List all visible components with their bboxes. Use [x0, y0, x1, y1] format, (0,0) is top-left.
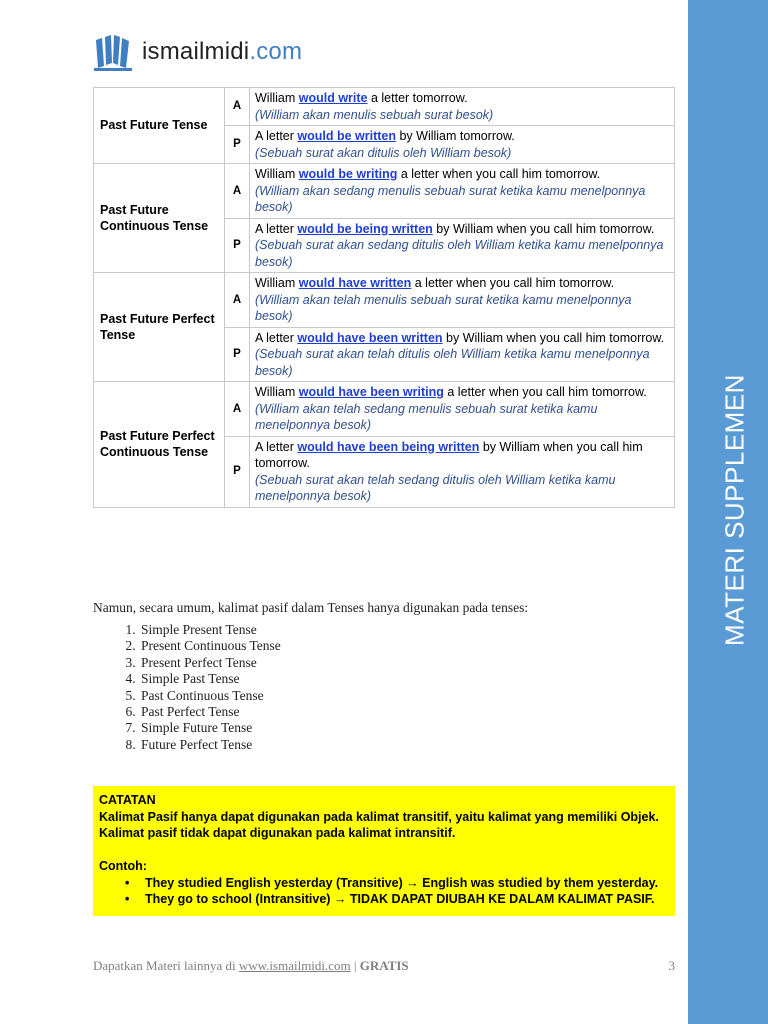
- example-text: ) → English was studied by them yesterday.: [398, 875, 659, 890]
- sentence-post: by William when you call him tomorrow.: [442, 330, 665, 345]
- sentence-post: a letter when you call him tomorrow.: [411, 276, 615, 290]
- sentence-pre: A letter: [255, 439, 298, 454]
- page-footer: [93, 958, 675, 974]
- table-row: [94, 164, 675, 219]
- translation: (Sebuah surat akan telah sedang ditulis oleh William ketika kamu menelponnya besok): [255, 472, 616, 503]
- verb-phrase: would be being written: [297, 221, 433, 236]
- example-item: [145, 875, 669, 892]
- tense-name: Past Future Tense: [94, 88, 225, 164]
- verb-phrase: would have written: [298, 276, 412, 290]
- translation: (William akan telah sedang menulis sebuah surat ketika kamu menelponnya besok): [255, 401, 598, 432]
- sentence-pre: William: [255, 385, 299, 399]
- verb-phrase: would be written: [297, 129, 396, 143]
- example-text: ) → TIDAK DAPAT DIUBAH KE DALAM KALIMAT PASIF.: [326, 892, 655, 906]
- note-line: Kalimat pasif tidak dapat digunakan pada kalimat intransitif.: [99, 826, 456, 840]
- sentence-pre: William: [255, 167, 299, 181]
- sentence-pre: William: [255, 276, 299, 290]
- page-number: 3: [668, 958, 675, 973]
- voice-type: A: [225, 164, 250, 219]
- example-cell: [250, 218, 675, 273]
- list-item: 2. Present Continuous Tense: [139, 638, 281, 654]
- site-logo[interactable]: [92, 32, 302, 72]
- example-label: Contoh:: [99, 859, 147, 873]
- sentence-pre: A letter: [255, 221, 298, 236]
- example-text: They studied English yesterday (: [145, 875, 341, 890]
- sentence-post: by William when you call him tomorrow.: [255, 439, 643, 470]
- table-row: [94, 273, 675, 328]
- book-logo-icon: [92, 32, 134, 72]
- tense-name: Past Future Perfect Continuous Tense: [94, 382, 225, 508]
- footer-text: Dapatkan Materi lainnya di: [93, 958, 239, 973]
- example-cell: [250, 273, 675, 328]
- passive-tense-list: [93, 622, 281, 753]
- example-text: They go to school (: [145, 892, 260, 906]
- verb-phrase: would have been written: [297, 330, 443, 345]
- sentence-pre: William: [255, 91, 299, 105]
- note-line: Kalimat Pasif hanya dapat digunakan pada kalimat transitif, yaitu kalimat yang memiliki Objek.: [99, 809, 659, 824]
- list-item: 5. Past Continuous Tense: [139, 688, 281, 704]
- example-cell: [250, 126, 675, 164]
- logo-name: ismailmidi: [142, 38, 250, 65]
- sentence-post: by William when you call him tomorrow.: [432, 221, 655, 236]
- table-row: [94, 88, 675, 126]
- voice-type: A: [225, 382, 250, 437]
- example-cell: [250, 88, 675, 126]
- note-spacer: [99, 842, 669, 859]
- example-type: Intransitive: [259, 892, 327, 906]
- verb-phrase: would write: [298, 91, 368, 105]
- voice-type: P: [225, 436, 250, 507]
- sentence-pre: A letter: [255, 330, 298, 345]
- example-list: [99, 875, 669, 908]
- list-item: 8. Future Perfect Tense: [139, 737, 281, 753]
- tense-name: Past Future Perfect Tense: [94, 273, 225, 382]
- sidebar-label: MATERI SUPPLEMEN: [719, 374, 750, 646]
- translation: (Sebuah surat akan telah ditulis oleh William ketika kamu menelponnya besok): [255, 347, 650, 378]
- sentence-post: a letter tomorrow.: [367, 91, 468, 105]
- translation: (William akan sedang menulis sebuah surat ketika kamu menelponnya besok): [255, 183, 646, 214]
- note-title: CATATAN: [99, 793, 156, 807]
- verb-phrase: would have been writing: [298, 385, 444, 399]
- list-item: 4. Simple Past Tense: [139, 671, 281, 687]
- footer-link[interactable]: www.ismailmidi.com: [238, 958, 351, 973]
- footer-separator: |: [350, 958, 360, 973]
- translation: (William akan telah menulis sebuah surat ketika kamu menelponnya besok): [255, 292, 632, 323]
- note-box: [93, 786, 675, 916]
- list-item: 3. Present Perfect Tense: [139, 655, 281, 671]
- verb-phrase: would be writing: [298, 167, 398, 181]
- translation: (William akan menulis sebuah surat besok): [255, 107, 494, 122]
- voice-type: A: [225, 88, 250, 126]
- list-item: 6. Past Perfect Tense: [139, 704, 281, 720]
- list-item: 7. Simple Future Tense: [139, 720, 281, 736]
- verb-phrase: would have been being written: [297, 439, 480, 454]
- logo-domain: .com: [249, 38, 303, 65]
- sentence-post: by William tomorrow.: [396, 129, 515, 143]
- tense-name: Past Future Continuous Tense: [94, 164, 225, 273]
- footer-gratis: GRATIS: [359, 958, 409, 973]
- example-type: Transitive: [340, 875, 399, 890]
- voice-type: P: [225, 126, 250, 164]
- example-item: [145, 891, 669, 908]
- voice-type: A: [225, 273, 250, 328]
- sentence-post: a letter when you call him tomorrow.: [397, 167, 601, 181]
- example-cell: [250, 436, 675, 507]
- sentence-post: a letter when you call him tomorrow.: [443, 385, 647, 399]
- translation: (Sebuah surat akan ditulis oleh William besok): [255, 145, 512, 160]
- translation: (Sebuah surat akan sedang ditulis oleh William ketika kamu menelponnya besok): [255, 238, 664, 269]
- tense-table: [93, 87, 675, 508]
- sentence-pre: A letter: [255, 129, 298, 143]
- example-cell: [250, 382, 675, 437]
- example-cell: [250, 164, 675, 219]
- voice-type: P: [225, 327, 250, 382]
- table-row: [94, 382, 675, 437]
- voice-type: P: [225, 218, 250, 273]
- intro-text: Namun, secara umum, kalimat pasif dalam Tenses hanya digunakan pada tenses:: [93, 600, 529, 615]
- example-cell: [250, 327, 675, 382]
- list-item: 1. Simple Present Tense: [139, 622, 281, 638]
